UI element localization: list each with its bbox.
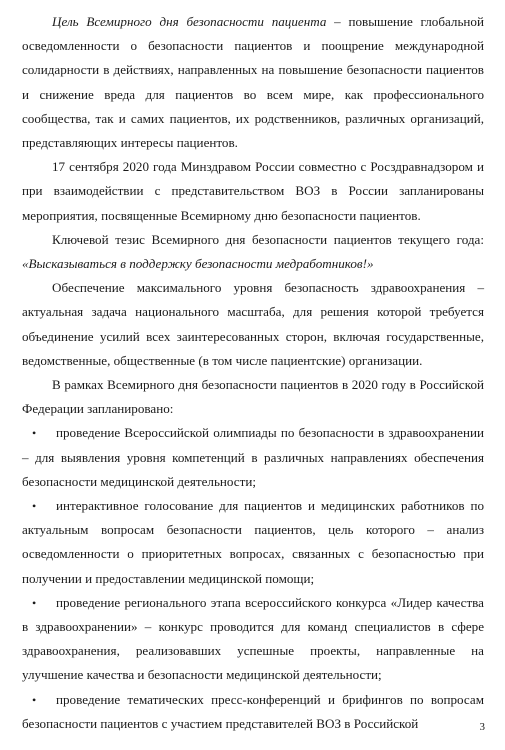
document-page (22, 10, 484, 736)
bullet-icon: • (32, 595, 37, 610)
list-item-text: проведение Всероссийской олимпиады по безопасности в здравоохранении – для выявления уровня компетенций в различных направлениях обеспечения безопасности медицинской деятельности; (22, 425, 484, 489)
purpose-lead-italic: Цель Всемирного дня безопасности пациента (52, 14, 327, 29)
list-item (22, 494, 484, 591)
bullet-icon: • (32, 426, 37, 441)
list-item (22, 421, 484, 494)
list-item-text: проведение регионального этапа всероссийского конкурса «Лидер качества в здравоохранении» – конкурс проводится для команд специалистов в сфере здравоохранения, реализовавших успешные проекты, направленные на улучшение качества и безопасности медицинской деятельности; (22, 594, 484, 683)
bullet-icon: • (32, 692, 37, 707)
list-item-text: интерактивное голосование для пациентов и медицинских работников по актуальным вопросам безопасности пациентов, цель которого – анализ осведомленности о приоритетных вопросах, связанных с безопасностью при получении и предоставлении медицинской помощи; (22, 498, 484, 586)
list-item (22, 591, 484, 688)
page-number: 3 (479, 721, 485, 733)
paragraph-national-task: Обеспечение максимального уровня безопасность здравоохранения – актуальная задача национального масштаба, для решения которой требуется объединение усилий всех заинтересованных сторон, включая государственные, ведомственные, общественные (в том числе пациентские) организации. (22, 280, 484, 368)
key-thesis-quote: «Высказываться в поддержку безопасности медработников!» (22, 256, 374, 272)
paragraph-event-date: 17 сентября 2020 года Минздравом России совместно с Росздравнадзором и при взаимодействии с представительством ВОЗ в России запланированы мероприятия, посвященные Всемирному дню безопасности пациентов. (22, 159, 484, 223)
paragraph-key-thesis (22, 228, 484, 276)
paragraph-purpose (22, 10, 484, 155)
key-thesis-text: Ключевой тезис Всемирного дня безопасности пациентов текущего года: (52, 231, 484, 247)
list-item (22, 688, 484, 736)
paragraph-planned-intro: В рамках Всемирного дня безопасности пациентов в 2020 году в Российской Федерации запланировано: (22, 377, 484, 417)
list-item-text: проведение тематических пресс-конференций и брифингов по вопросам безопасности пациентов с участием представителей ВОЗ в Российской (22, 691, 484, 731)
purpose-text: – повышение глобальной осведомленности о безопасности пациентов и поощрение международной солидарности в действиях, направленных на повышение безопасности пациентов и снижение вреда для пациентов во всем мире, как профессионального сообщества, так и самих пациентов, их родственников, различных организаций, представляющих интересы пациентов. (22, 14, 484, 151)
bullet-icon: • (32, 499, 37, 514)
